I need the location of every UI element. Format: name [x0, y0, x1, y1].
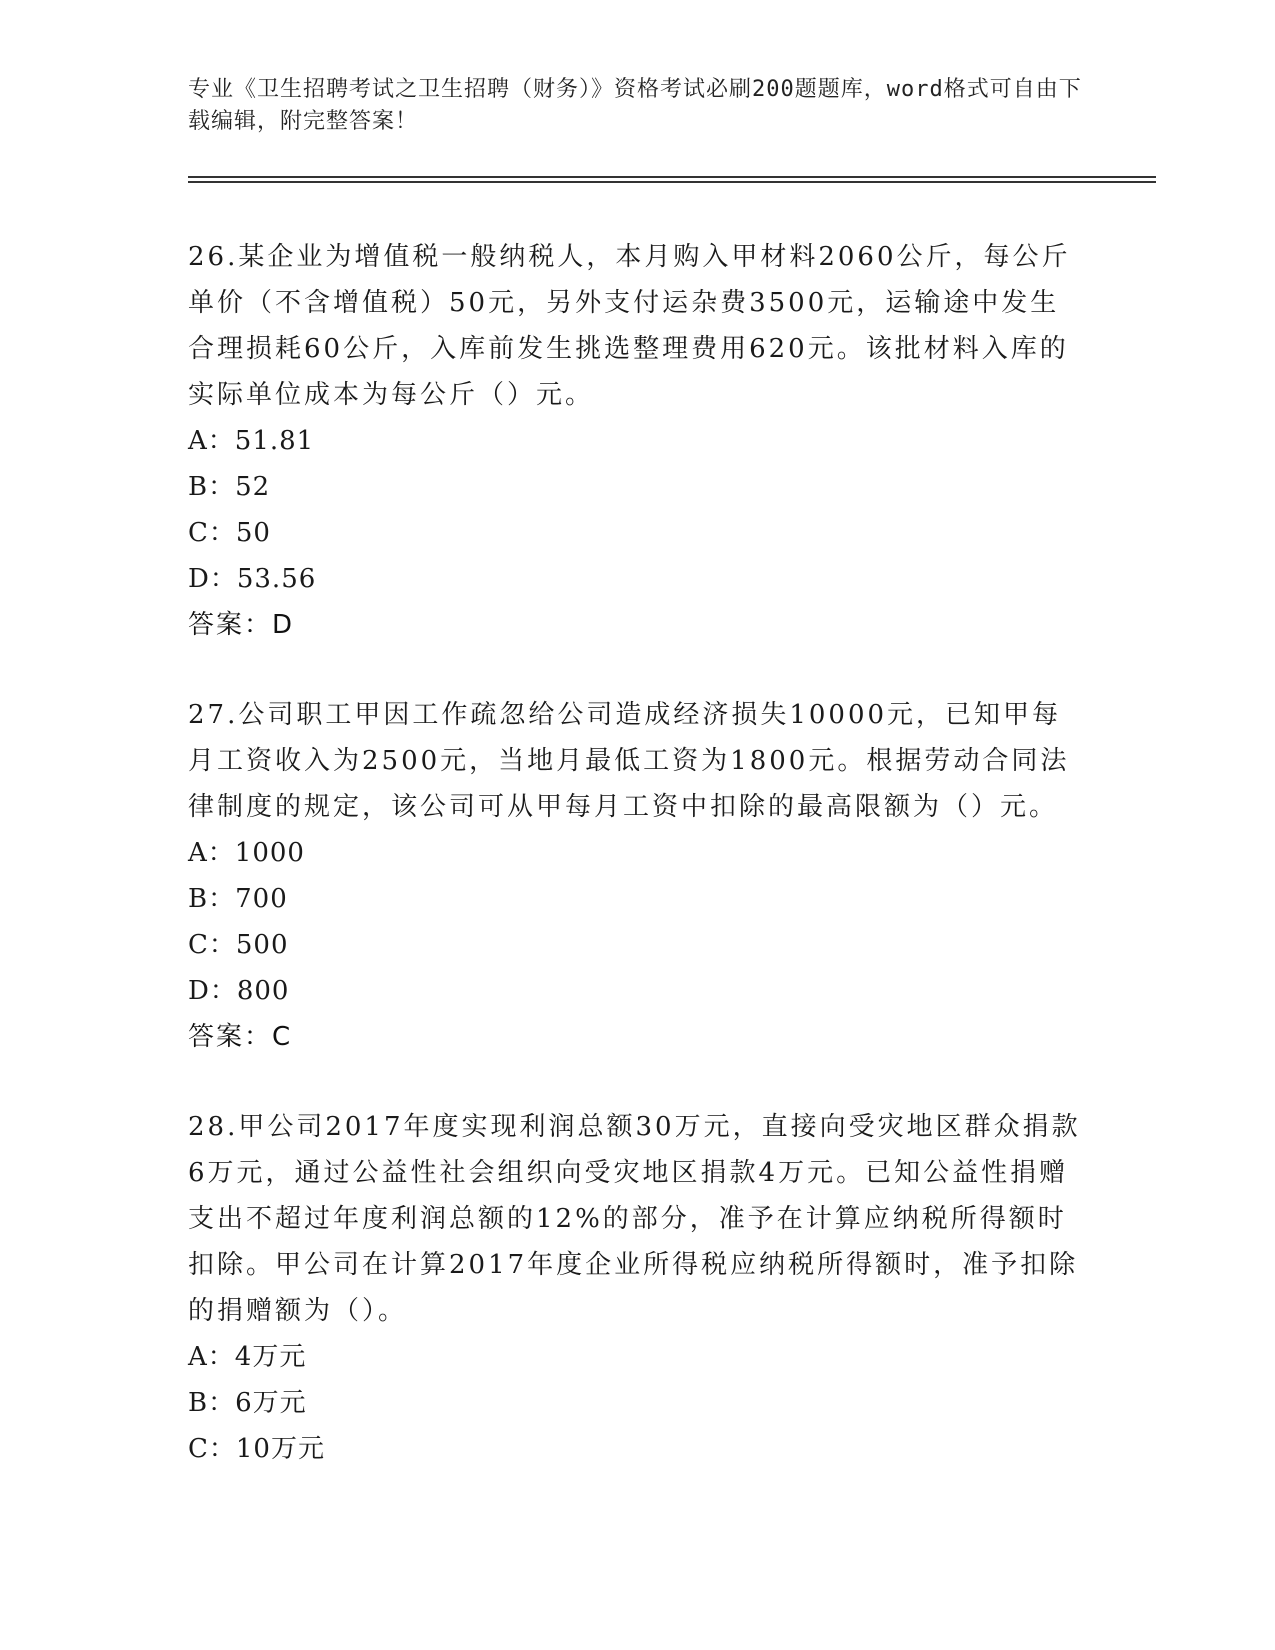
answer-line: 答案：C: [188, 1022, 293, 1052]
question-28: [188, 1104, 1088, 1472]
question-stem: 28.甲公司2017年度实现利润总额30万元，直接向受灾地区群众捐款6万元，通过公益性社会组织向受灾地区捐款4万元。已知公益性捐赠支出不超过年度利润总额的12%的部分，准予在计算应纳税所得额时扣除。甲公司在计算2017年度企业所得税应纳税所得额时，准予扣除的捐赠额为（）。: [188, 1112, 1081, 1326]
question-27: [188, 692, 1088, 1060]
option-b: B：700: [188, 884, 288, 914]
header-divider-bottom: [188, 181, 1156, 183]
header-divider-top: [188, 176, 1156, 178]
option-b: B：6万元: [188, 1388, 307, 1418]
question-stem: 27.公司职工甲因工作疏忽给公司造成经济损失10000元，已知甲每月工资收入为2500元，当地月最低工资为1800元。根据劳动合同法律制度的规定，该公司可从甲每月工资中扣除的最高限额为（）元。: [188, 700, 1070, 822]
question-stem: 26.某企业为增值税一般纳税人，本月购入甲材料2060公斤，每公斤单价（不含增值税）50元，另外支付运杂费3500元，运输途中发生合理损耗60公斤，入库前发生挑选整理费用620元。该批材料入库的实际单位成本为每公斤（）元。: [188, 242, 1071, 410]
option-d: D：53.56: [188, 564, 317, 594]
option-c: C：500: [188, 930, 289, 960]
option-a: A：51.81: [188, 426, 315, 456]
question-26: [188, 234, 1088, 648]
option-d: D：800: [188, 976, 290, 1006]
option-a: A：4万元: [188, 1342, 307, 1372]
option-c: C：10万元: [188, 1434, 325, 1464]
option-b: B：52: [188, 472, 271, 502]
document-header: 专业《卫生招聘考试之卫生招聘（财务）》资格考试必刷200题题库，word格式可自由下载编辑，附完整答案！: [188, 77, 1082, 134]
option-a: A：1000: [188, 838, 305, 868]
option-c: C：50: [188, 518, 271, 548]
answer-line: 答案：D: [188, 610, 295, 640]
